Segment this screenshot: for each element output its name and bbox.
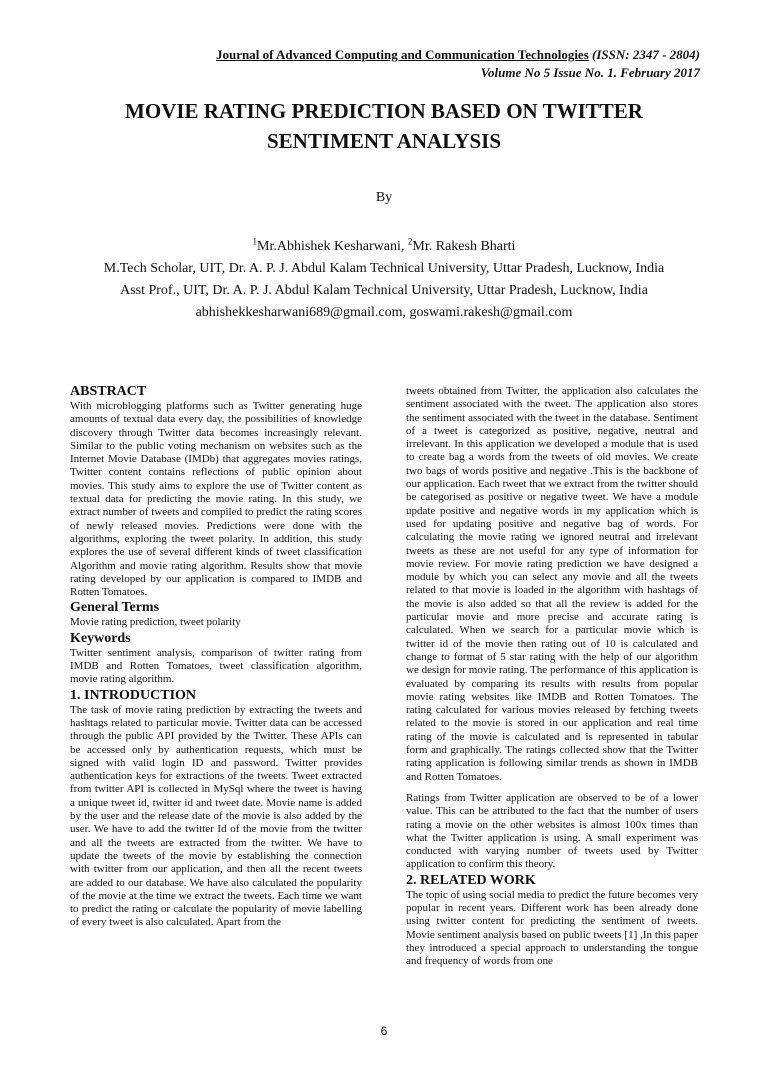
related-work-text: The topic of using social media to predict the future becomes very popular in recent years. Different work has been already done using twitter content for predicting the sentiment of tweets. Movie sentiment analysis based on public tweets [1] ,In this paper they introduced a special approach to understanding the tongue and frequency of words from one — [406, 888, 698, 968]
affiliation-2: Asst Prof., UIT, Dr. A. P. J. Abdul Kalam Technical University, Uttar Pradesh, Lucknow, India — [120, 282, 648, 298]
paper-title — [60, 96, 708, 156]
general-terms-heading: General Terms — [70, 600, 160, 616]
abstract-text: With microblogging platforms such as Twitter generating huge amounts of textual data every day, the possibilities of knowledge discovery through Twitter data becomes increasingly relevant. Similar to the public voting mechanism on websites such as the Internet Movie Database (IMDb) that aggregates movies ratings, Twitter content contains reflections of public opinion about movies. This study aims to explore the use of Twitter content as textual data for predicting the movie rating. In this study, we extract number of tweets and compiled to predict the rating scores of newly released movies. Predictions were done with the algorithms, exploring the tweet polarity. In addition, this study explores the use of several different kinds of tweet classification Algorithm and movie rating algorithm. Results show that movie rating developed by our application is compared to IMDB and Rotten Tomatoes. — [70, 400, 362, 599]
journal-issn: (ISSN: 2347 - 2804) — [592, 47, 700, 62]
left-column — [70, 383, 362, 930]
related-work-heading: 2. RELATED WORK — [406, 872, 536, 888]
general-terms-text: Movie rating prediction, tweet polarity — [70, 616, 241, 629]
keywords-heading: Keywords — [70, 630, 131, 646]
journal-header — [60, 46, 700, 82]
affiliation-1: M.Tech Scholar, UIT, Dr. A. P. J. Abdul Kalam Technical University, Uttar Pradesh, Lucknow, India — [103, 260, 665, 276]
right-column — [406, 385, 698, 968]
author-1-name: Mr.Abhishek Kesharwani, — [257, 238, 408, 254]
title-line-1: MOVIE RATING PREDICTION BASED ON TWITTER — [125, 99, 643, 123]
title-line-2: SENTIMENT ANALYSIS — [266, 129, 501, 153]
intro-continued-text: tweets obtained from Twitter, the application also calculates the sentiment associated with the tweet. The application also stores the sentiment associated with the tweet in the database. Sentiment of a tweet is categorized as positive, negative, neutral and irrelevant. In this application we developed a module that is used to create bag a words from the tweets of old movies. We create two bags of words positive and negative .This is the backbone of our application. Each tweet that we extract from the twitter should be categorised as positive or negative tweet. We have a module update positive and negative words in my application which is used for updating positive and negative bag of words. For calculating the movie rating we ignored neutral and irrelevant tweets as these are not useful for any type of information for movie review. For movie rating prediction we have designed a module by which you can select any movie and all the tweets related to that movie is loaded in the algorithm with hashtags of the movie is also added so that all the review is added for the particular movie and more precise and accurate rating is calculated. When we search for a particular movie which is twitter id of the movie then rating out of 10 is calculated and change to format of 5 star rating with the help of our algorithm we design for movie rating. The performance of this application is evaluated by comparing its results with results from popular movie rating websites like IMDB and Rotten Tomatoes. The rating calculated for various movies released by fetching tweets related to the movie is stored in our application and real time rating of the movie is calculated and is represented in tabular form and graphically. The ratings collected show that the Twitter rating application is following similar trends as shown in IMDB and Rotten Tomatoes. — [406, 385, 698, 783]
journal-name: Journal of Advanced Computing and Communication Technologies — [216, 47, 589, 62]
author-emails: abhishekkesharwani689@gmail.com, goswami.rakesh@gmail.com — [195, 304, 573, 320]
author-1-marker: 1 — [252, 236, 258, 246]
introduction-text: The task of movie rating prediction by extracting the tweets and hashtags related to particular movie. Twitter data can be accessed through the public API provided by the Twitter. These APIs can be accessed only by authentication requests, which must be signed with valid login ID and password. Twitter provides authentication keys for extractions of the tweets. Tweet extracted from twitter API is collected in MySql where the tweet is having a unique tweet id, twitter id and tweet date. Movie name is added by the user and the release date of the movie is also added by the user. We have to add the twitter Id of the movie from the twitter and all the tweets are extracted from the twitter. We have to update the tweets of the movie by establishing the connection with twitter from our application, and then all the recent tweets are added to our database. We have also calculated the popularity of the movie at the time we extract the tweets. Each time we want to predict the rating or calculate the popularity of movie labelling of every tweet is also calculated. Apart from the — [70, 703, 362, 929]
introduction-heading: 1. INTRODUCTION — [70, 687, 197, 703]
author-2-marker: 2 — [407, 236, 413, 246]
page-number: 6 — [380, 1024, 388, 1038]
by-label: By — [375, 190, 393, 205]
author-2-name: Mr. Rakesh Bharti — [412, 238, 516, 254]
abstract-heading: ABSTRACT — [70, 384, 147, 399]
ratings-observation-text: Ratings from Twitter application are observed to be of a lower value. This can be attributed to the fact that the number of users rating a movie on the other websites is almost 100x times than what the Twitter application is using. A small experiment was conducted with varying number of tweets used by Twitter application to confirm this theory. — [406, 791, 698, 871]
keywords-text: Twitter sentiment analysis, comparison of twitter rating from IMDB and Rotten Tomatoes, tweet classification algorithm, movie rating algorithm. — [70, 646, 362, 686]
author-names — [252, 236, 516, 254]
journal-volume: Volume No 5 Issue No. 1. February 2017 — [480, 65, 700, 80]
author-block — [0, 230, 768, 324]
